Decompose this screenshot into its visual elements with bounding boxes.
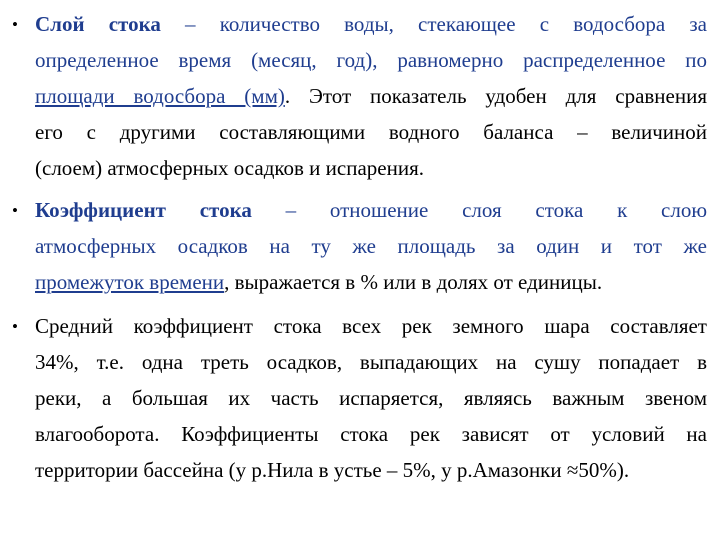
text-line: реки, а большая их часть испаряется, являясь важным звеном [35,386,707,410]
text-line: определенное время (месяц, год), равномерно распределенное по [35,48,707,72]
term-runoff-layer: Слой стока [35,12,161,36]
highlighted-text: площади водосбора (мм) [35,84,285,108]
definition-text: – отношение слоя стока к слою [251,198,708,222]
body-text: , выражается в % или в долях от единицы. [224,270,603,294]
text-line [35,270,707,294]
text-line: (слоем) атмосферных осадков и испарения. [35,156,424,180]
text-line: влагооборота. Коэффициенты стока рек зависят от условий на [35,422,707,446]
term-runoff-coefficient: Коэффициент стока [35,198,252,222]
text-line: 34%, т.е. одна треть осадков, выпадающих на сушу попадает в [35,350,707,374]
text-line [35,198,707,222]
bullet-icon: • [12,15,18,34]
text-line [35,12,707,36]
highlighted-text: промежуток времени [35,270,225,294]
body-text: . Этот показатель удобен для сравнения [284,84,708,108]
text-line: его с другими составляющими водного баланса – величиной [35,120,707,144]
definition-text: – количество воды, стекающее с водосбора за [160,12,707,36]
text-line [35,84,707,108]
text-line: Средний коэффициент стока всех рек земного шара составляет [35,314,707,338]
text-line: атмосферных осадков на ту же площадь за один и тот же [35,234,707,258]
text-line: территории бассейна (у р.Нила в устье – 5%, у р.Амазонки ≈50%). [35,458,630,482]
bullet-icon: • [12,201,18,220]
bullet-icon: • [12,317,18,336]
